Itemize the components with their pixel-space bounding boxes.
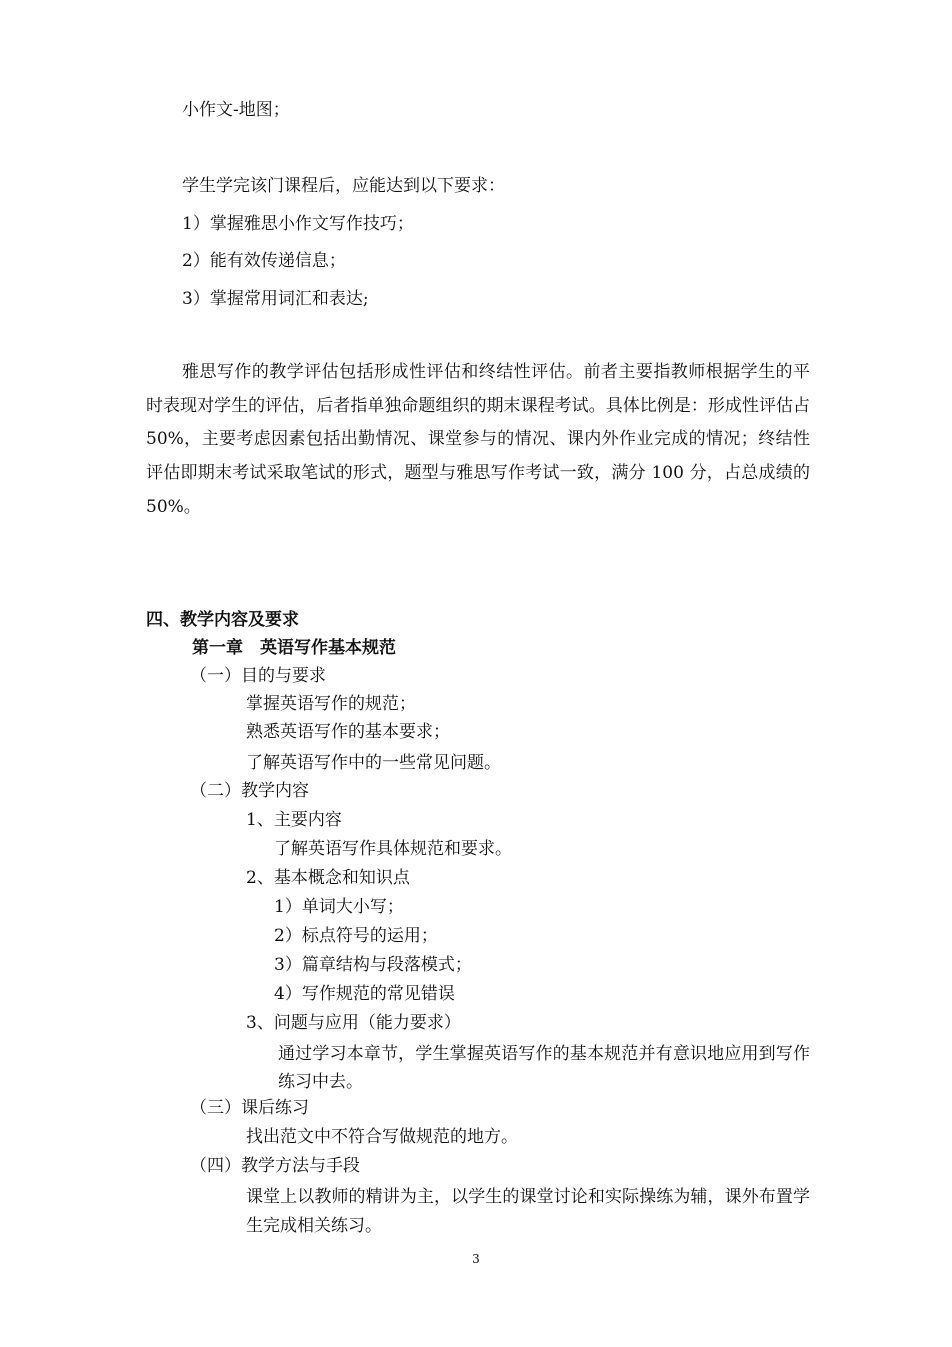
main-content-text: 了解英语写作具体规范和要求。: [274, 839, 512, 859]
main-content-title: 1、主要内容: [246, 810, 342, 830]
methods-title: （四）教学方法与手段: [190, 1156, 360, 1176]
methods-text: 课堂上以教师的精讲为主，以学生的课堂讨论和实际操练为辅，课外布置学生完成相关练习。: [246, 1187, 810, 1236]
concepts-title: 2、基本概念和知识点: [246, 868, 410, 888]
goal-item-3: 了解英语写作中的一些常见问题。: [246, 753, 501, 773]
goals-title: （一）目的与要求: [190, 666, 326, 686]
text-line-map: 小作文-地图；: [182, 100, 290, 120]
application-text: 通过学习本章节，学生掌握英语写作的基本规范并有意识地应用到写作练习中去。: [278, 1044, 810, 1092]
content-title: （二）教学内容: [190, 781, 309, 801]
exercises-text: 找出范文中不符合写做规范的地方。: [246, 1127, 518, 1147]
page-number: 3: [472, 1252, 480, 1266]
goal-item-1: 掌握英语写作的规范；: [246, 694, 416, 714]
application-title: 3、问题与应用（能力要求）: [246, 1013, 461, 1033]
concept-item-4: 4）写作规范的常见错误: [274, 984, 455, 1004]
concept-item-3: 3）篇章结构与段落模式；: [274, 955, 472, 975]
concept-item-2: 2）标点符号的运用；: [274, 926, 438, 946]
assessment-paragraph: 雅思写作的教学评估包括形成性评估和终结性评估。前者主要指教师根据学生的平时表现对学生的评估，后者指单独命题组织的期末课程考试。具体比例是：形成性评估占 50%，主要考虑因素包括出勤情况、课堂参与的情况、课内外作业完成的情况；终结性评估即期末考试采取笔试的形式，题型与雅思写作考试一致，满分 100 分，占总成绩的 50%。: [146, 362, 810, 517]
concept-item-1: 1）单词大小写；: [274, 897, 404, 917]
requirement-item-2: 2）能有效传递信息；: [182, 251, 346, 271]
requirement-item-1: 1）掌握雅思小作文写作技巧；: [182, 214, 414, 234]
section-heading: 四、教学内容及要求: [146, 610, 299, 630]
chapter-title: 第一章 英语写作基本规范: [192, 638, 396, 658]
requirements-intro: 学生学完该门课程后，应能达到以下要求：: [182, 176, 505, 196]
goal-item-2: 熟悉英语写作的基本要求；: [246, 722, 450, 742]
requirement-item-3: 3）掌握常用词汇和表达;: [182, 289, 369, 309]
exercises-title: （三）课后练习: [190, 1098, 309, 1118]
